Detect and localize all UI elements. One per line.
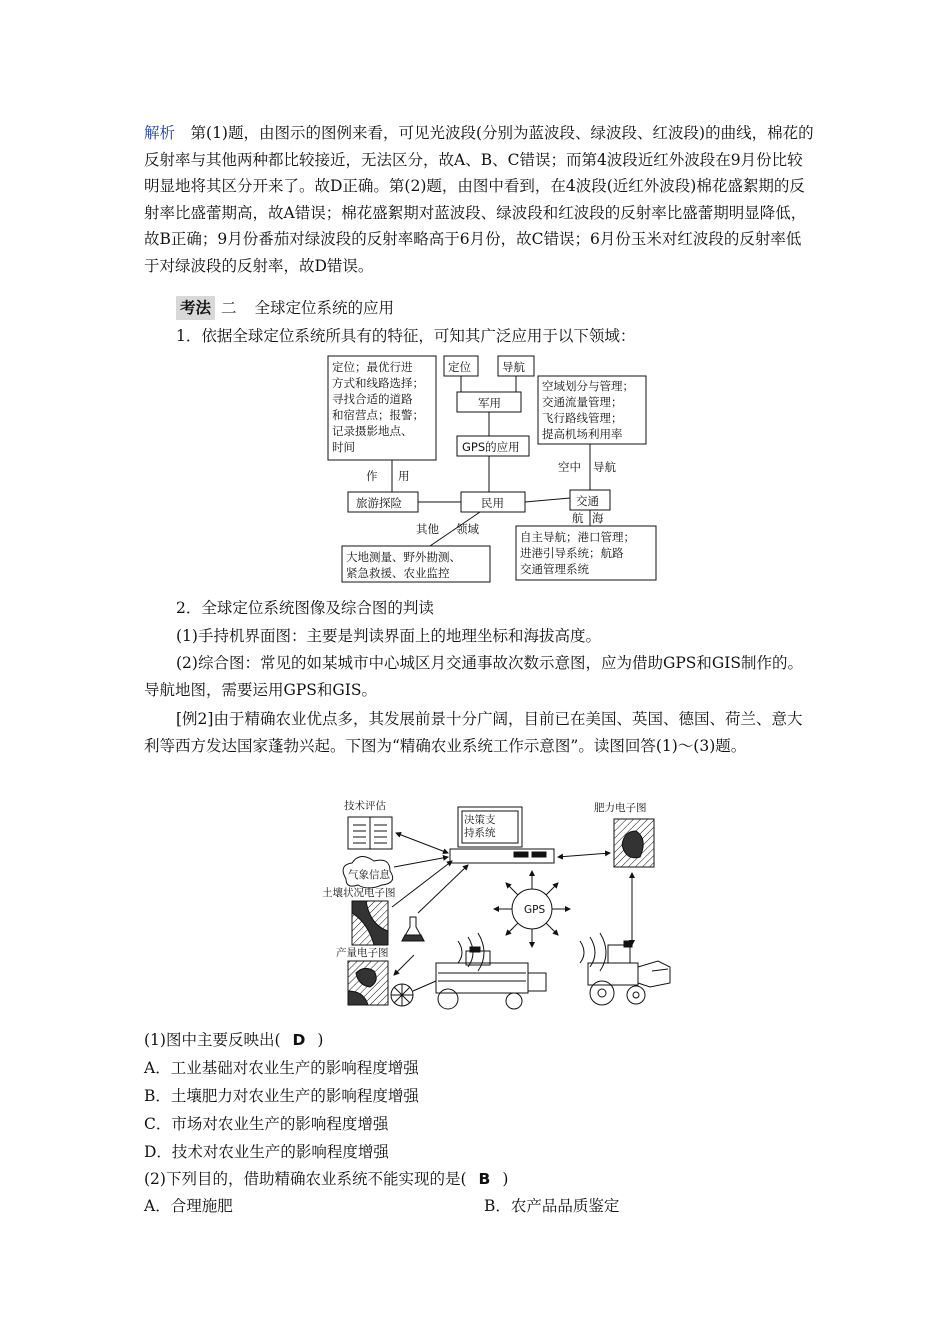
civil-label: 民用 [481,496,504,510]
q1-option-c: C．市场对农业生产的影响程度增强 [144,1115,389,1133]
item-1: 1．依据全球定位系统所具有的特征，可知其广泛应用于以下领域： [176,327,636,345]
example-2: [例2]由于精确农业优点多，其发展前景十分广阔，目前已在美国、英国、德国、荷兰、意大利等西方发达国家蓬勃兴起。下图为“精确农业系统工作示意图”。读图回答(1)～(3)题。 [144,710,803,755]
question-2-close: ) [502,1170,509,1188]
q1-option-d: D．技术对农业生产的影响程度增强 [144,1143,389,1161]
center-label: GPS的应用 [462,440,520,454]
q2-option-a: A．合理施肥 [144,1197,233,1215]
question-2-stem: (2)下列目的，借助精确农业系统不能实现的是( [144,1170,467,1188]
daohang2-label: 导航 [593,460,616,474]
section-heading [176,296,394,320]
dingwei-label: 定位 [448,360,471,374]
weather-label: 气象信息 [348,869,390,881]
lingyu-label: 领域 [456,522,479,536]
fertility-map-icon [614,819,654,867]
question-1 [144,1028,323,1052]
question-2 [144,1167,508,1191]
location-line-5: 记录摄影地点、 [332,424,413,438]
hang-label: 航 [572,511,584,525]
question-1-close: ) [317,1031,324,1049]
zuo-label: 作 [366,469,378,483]
question-1-stem: (1)图中主要反映出( [144,1031,281,1049]
tourism-label: 旅游探险 [356,496,402,510]
item-2-1: (1)手持机界面图：主要是判读界面上的地理坐标和海拔高度。 [176,627,601,645]
air-line-4: 提高机场利用率 [542,427,623,441]
transport-label: 交通 [576,494,599,508]
air-line-1: 空域划分与管理； [542,379,634,393]
item-2-2: (2)综合图：常见的如某城市中心城区月交通事故次数示意图，应为借助GPS和GIS制作的。导航地图，需要运用GPS和GIS。 [144,654,804,699]
flask-icon [402,917,424,941]
item-2: 2．全球定位系统图像及综合图的判读 [176,599,434,617]
analysis-paragraph [144,120,816,279]
location-line-6: 时间 [332,440,355,454]
military-label: 军用 [478,396,501,410]
sea-line-2: 进港引导系统；航路 [520,546,624,560]
location-line-3: 寻找合适的道路 [332,392,413,406]
q1-option-b: B．土壤肥力对农业生产的影响程度增强 [144,1087,419,1105]
question-2-answer: B [478,1170,491,1188]
yield-map-icon [348,961,388,1005]
daohang-label: 导航 [502,360,525,374]
yong-label: 用 [398,469,410,483]
hai-label: 海 [592,511,604,525]
location-line-4: 和宿营点；报警； [332,408,424,422]
soil-map-icon [352,901,388,945]
other-line-1: 大地测量、野外勘测、 [346,550,461,564]
air-line-2: 交通流量管理； [542,395,623,409]
qita-label: 其他 [416,522,439,536]
section-number: 二 [221,299,237,317]
question-1-answer: D [292,1031,306,1049]
sea-line-1: 自主导航；港口管理； [520,530,635,544]
kongzhong-label: 空中 [558,460,581,474]
fertility-map-label: 肥力电子图 [594,802,647,814]
location-line-1: 定位；最优行进 [332,360,413,374]
gps-application-diagram [320,350,660,590]
harvester-icon [391,947,546,1009]
q1-option-a: A．工业基础对农业生产的影响程度增强 [144,1059,419,1077]
analysis-text: 第(1)题，由图示的图例来看，可见光波段(分别为蓝波段、绿波段、红波段)的曲线，棉花的反射率与其他两种都比较接近，无法区分，故A、B、C错误；而第4波段近红外波段在9月份比较明显地将其区分开来了。故D正确。第(2)题，由图中看到，在4波段(近红外波段)棉花盛絮期的反射率比盛蕾期高，故A错误；棉花盛絮期对蓝波段、绿波段和红波段的反射率比盛蕾期明显降低，故B正确；9月份番茄对绿波段的反射率略高于6月份，故C错误；6月份玉米对红波段的反射率低于对绿波段的反射率，故D错误。 [144,124,814,275]
tech-eval-label: 技术评估 [344,800,386,812]
section-badge: 考法 [176,296,215,320]
sea-line-3: 交通管理系统 [520,562,589,576]
tractor-icon [588,941,670,1005]
precision-agriculture-diagram [318,795,678,1017]
other-line-2: 紧急救援、农业监控 [346,566,450,580]
q2-option-b: B．农产品品质鉴定 [484,1197,620,1215]
location-line-2: 方式和线路选择； [332,376,424,390]
yield-map-label: 产量电子图 [336,947,389,959]
decision-line-2: 持系统 [464,827,496,839]
air-line-3: 飞行路线管理； [542,411,623,425]
soil-map-label: 土壤状况电子图 [322,887,396,899]
analysis-label: 解析 [144,124,176,142]
gps-label: GPS [524,904,546,916]
tech-eval-icon [348,817,392,849]
decision-line-1: 决策支 [464,814,496,826]
section-title: 全球定位系统的应用 [254,299,395,317]
